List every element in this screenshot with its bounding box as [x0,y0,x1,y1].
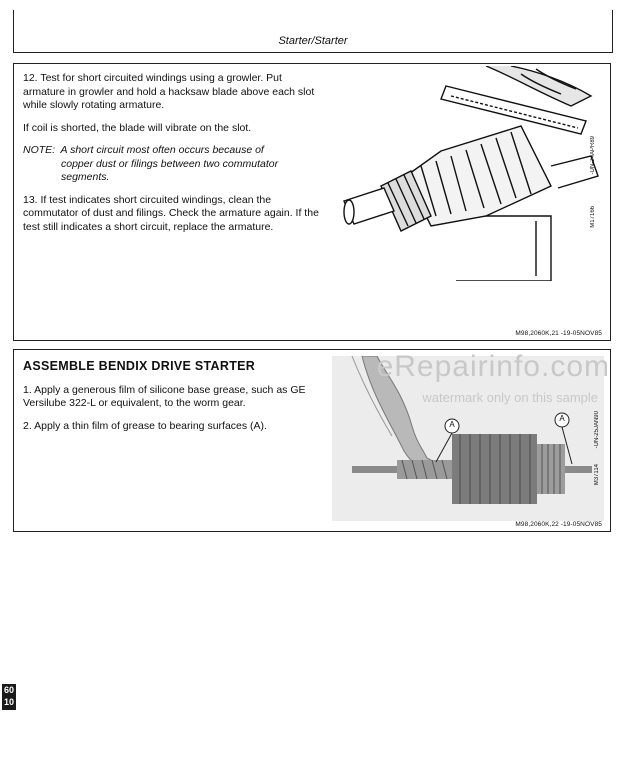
note-line-2: copper dust or filings between two commutator [61,157,279,170]
section-armature-test [13,63,611,341]
armature-grease-illustration [332,356,604,521]
growler-figure [336,66,606,281]
page-header [13,10,613,53]
step-13: 13. If test indicates short circuited windings, clean the commutator of dust and filings. Check the armature again. If the test still indicates a short circuit, replace the armature. [23,193,319,233]
note-line-1: A short circuit most often occurs because of [60,144,264,156]
watermark-main: eRepairinfo.com [376,350,610,383]
step-2: 2. Apply a thin film of grease to bearing surfaces (A). [23,419,267,432]
section-assemble-bendix [13,349,611,532]
page-tab-top: 60 [3,685,14,695]
step-12: 12. Test for short circuited windings using a growler. Put armature in growler and hold a hacksaw blade above each slot while slowly rotating armature. [23,72,315,111]
page-tab [2,684,16,710]
figure1-id: M17166 [590,206,596,228]
coil-shorted-text: If coil is shorted, the blade will vibrate on the slot. [23,121,252,134]
growler-illustration [336,66,606,281]
armature-photo [332,356,604,521]
section2-reference: M98,2060K,22 -19-05NOV85 [515,521,602,528]
note-label: NOTE: [23,144,56,156]
section-title: ASSEMBLE BENDIX DRIVE STARTER [23,359,256,373]
figure1-date: -UN-24APR89 [590,136,596,175]
section1-reference: M98,2060K,21 -19-05NOV85 [515,330,602,337]
header-title: Starter/Starter [278,35,348,47]
watermark-sub: watermark only on this sample [422,390,598,405]
section1-text [23,72,323,234]
callout-a-left: A [449,420,455,429]
callout-a-right: A [559,414,565,423]
figure2-date: -UN-25JAN90 [594,411,600,449]
step-1: 1. Apply a generous film of silicone base grease, such as GE Versilube 322-L or equivalent, to the worm gear. [23,383,306,409]
figure2-id: M37114 [594,464,600,486]
page-tab-bottom: 10 [3,697,14,707]
note-line-3: segments. [61,171,110,183]
note [23,144,323,185]
section2-text [23,360,323,433]
